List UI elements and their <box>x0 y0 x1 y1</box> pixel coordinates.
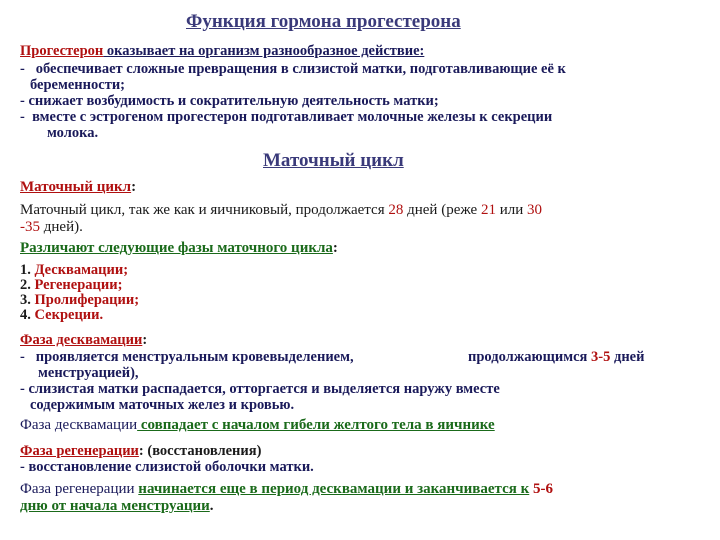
days-28: 28 <box>388 202 404 218</box>
desquamation-heading <box>20 332 147 349</box>
item-text: вместе с эстрогеном прогестерон подготавливает молочные железы к секреции <box>32 109 553 125</box>
list-item-cont: содержимым маточных желез и кровью. <box>30 397 295 413</box>
bullet: - <box>20 93 25 109</box>
phase-name: Пролиферации; <box>34 292 140 308</box>
coincide-pre: Фаза десквамации <box>20 417 138 433</box>
days-range: 3-5 <box>591 349 611 365</box>
heading-text: Маточный цикл <box>20 179 132 195</box>
days-range: 5-6 <box>529 481 554 497</box>
coincide-line <box>20 417 495 434</box>
list-item <box>20 459 314 476</box>
list-item-cont: молока. <box>47 125 99 141</box>
section-title: Маточный цикл <box>263 150 404 171</box>
item-text: обеспечивает сложные превращения в слизистой матки, подготавливающие её к <box>35 61 566 77</box>
progesterone-term: Прогестерон <box>20 43 104 59</box>
list-item-cont: беременности; <box>30 77 126 93</box>
heading-text: Фаза регенерации <box>20 443 139 459</box>
intro-rest: оказывает на организм разнообразное действие: <box>103 43 425 59</box>
phase-num: 1. <box>20 262 31 278</box>
duration-text: Маточный цикл, так же как и яичниковый, продолжается <box>20 202 389 218</box>
item-text: снижает возбудимость и сократительную деятельность матки; <box>28 93 439 109</box>
duration-line <box>20 202 542 219</box>
list-item-right <box>468 349 644 366</box>
bullet: - <box>20 381 25 397</box>
days-21: 21 <box>480 202 496 218</box>
heading-text: Фаза десквамации <box>20 332 143 348</box>
regeneration-heading <box>20 443 261 460</box>
item-text: дней <box>610 349 645 365</box>
heading-colon: : <box>142 332 148 348</box>
days-35: -35 <box>20 219 40 235</box>
bullet: - <box>20 349 25 365</box>
list-item <box>20 109 552 126</box>
item-text: проявляется менструальным кровевыделением, <box>35 349 354 365</box>
list-item <box>20 349 354 366</box>
duration-text: или <box>495 202 527 218</box>
coincide-rest: совпадает с началом гибели желтого тела в яичнике <box>137 417 495 433</box>
bullet: - <box>20 459 25 475</box>
phases-heading-text: Различают следующие фазы маточного цикла <box>20 240 333 256</box>
phases-heading <box>20 240 338 257</box>
list-item <box>20 61 566 78</box>
list-item <box>20 93 439 110</box>
uterine-cycle-heading <box>20 179 136 196</box>
phase-name: Регенерации; <box>34 277 123 293</box>
item-text: продолжающимся <box>468 349 592 365</box>
regeneration-last <box>20 481 553 498</box>
last-end: . <box>209 498 214 514</box>
intro-line <box>20 43 424 60</box>
bullet: - <box>20 109 25 125</box>
item-text: восстановление слизистой оболочки матки. <box>28 459 314 475</box>
last-b: дню от начала менструации <box>20 498 210 514</box>
phase-num: 2. <box>20 277 31 293</box>
list-item <box>20 381 500 398</box>
phase-name: Десквамации; <box>34 262 129 278</box>
page-title: Функция гормона прогестерона <box>186 11 461 32</box>
item-text: слизистая матки распадается, отторгается и выделяется наружу вместе <box>28 381 500 397</box>
list-item-cont: менструацией), <box>38 365 139 381</box>
heading-colon: : <box>131 179 137 195</box>
phase-num: 3. <box>20 292 31 308</box>
phase-name: Секреции. <box>34 307 104 323</box>
phase-num: 4. <box>20 307 31 323</box>
duration-text: дней (реже <box>403 202 481 218</box>
days-30: 30 <box>526 202 542 218</box>
regeneration-last-2 <box>20 498 214 515</box>
heading-rest: : (восстановления) <box>138 443 262 459</box>
bullet: - <box>20 61 25 77</box>
phases-colon: : <box>332 240 338 256</box>
duration-line-2 <box>20 219 83 236</box>
last-pre: Фаза регенерации <box>20 481 139 497</box>
duration-text: дней). <box>40 219 83 235</box>
phase-item <box>20 307 103 324</box>
last-a: начинается еще в период десквамации и заканчивается к <box>138 481 530 497</box>
